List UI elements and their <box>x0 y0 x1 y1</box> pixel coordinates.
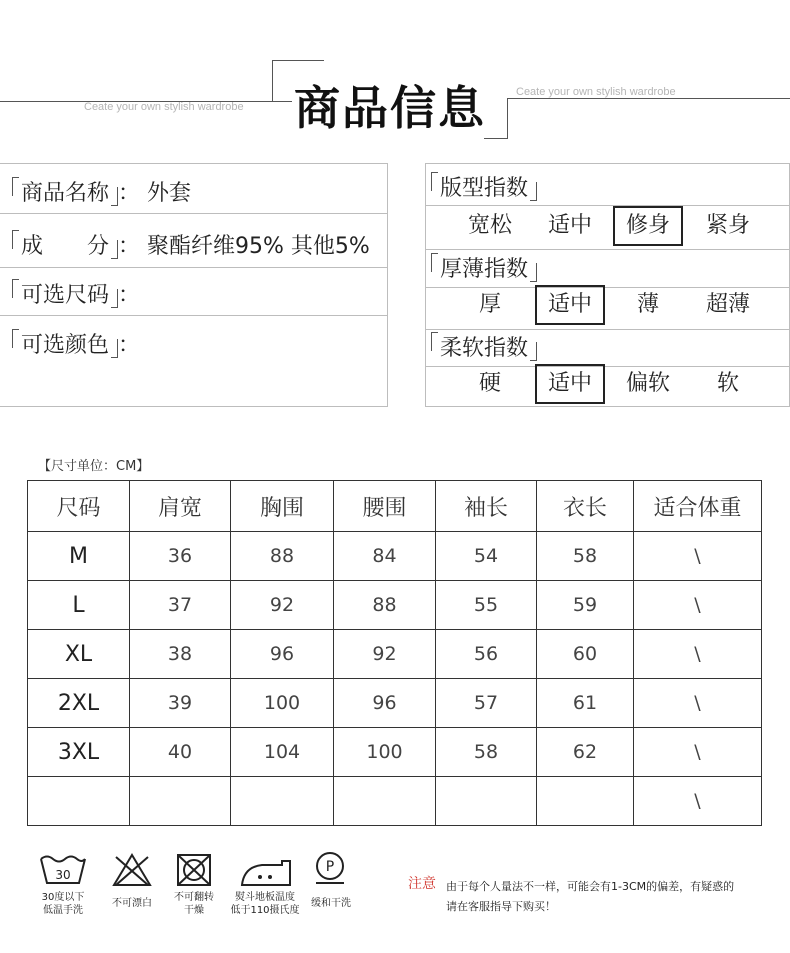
size-chart-header-cell: 衣长 <box>537 481 634 532</box>
product-name-row: 商品名称 ： 外套 <box>12 176 191 207</box>
iron-label: 熨斗地板温度 低于110摄氏度 <box>230 892 300 916</box>
product-info-panel <box>0 163 790 407</box>
size-label-cell: M <box>28 532 130 581</box>
no-bleach-icon <box>112 853 152 887</box>
size-value-cell: 100 <box>231 679 334 728</box>
size-value-cell: 38 <box>130 630 231 679</box>
dry-clean-label: 缓和干洗 <box>311 898 351 909</box>
divider <box>387 163 388 407</box>
material-label: 成 分 <box>21 234 110 259</box>
svg-text:P: P <box>325 859 335 875</box>
header-rule-right <box>507 98 790 99</box>
note-line-1: 由于每个人量法不一样，可能会有1-3CM的偏差，有疑惑的 <box>446 880 735 893</box>
size-value-cell: 57 <box>436 679 537 728</box>
size-chart-row <box>28 728 762 777</box>
divider <box>0 406 387 407</box>
available-sizes-row: 可选尺码 ： <box>12 278 140 309</box>
size-value-cell: 62 <box>537 728 634 777</box>
size-label-cell: L <box>28 581 130 630</box>
size-chart-header-cell: 胸围 <box>231 481 334 532</box>
divider <box>425 163 790 164</box>
wash-30-label: 30度以下 低温手洗 <box>41 892 85 916</box>
size-unit-label: 【尺寸单位：CM】 <box>38 459 150 474</box>
size-label-cell <box>28 777 130 826</box>
size-chart-header-cell: 腰围 <box>334 481 436 532</box>
product-name-value: 外套 <box>147 181 192 206</box>
size-chart-header-cell: 适合体重 <box>634 481 762 532</box>
thickness-option-2: 薄 <box>636 292 659 317</box>
size-chart-row <box>28 679 762 728</box>
header-frame-bottom <box>484 138 508 139</box>
size-value-cell: 59 <box>537 581 634 630</box>
size-value-cell: 40 <box>130 728 231 777</box>
divider <box>425 406 790 407</box>
size-value-cell: 100 <box>334 728 436 777</box>
tagline-right: Ceate your own stylish wardrobe <box>516 86 676 98</box>
divider <box>0 267 387 268</box>
size-value-cell: 39 <box>130 679 231 728</box>
size-value-cell: 56 <box>436 630 537 679</box>
header-frame-right <box>507 98 508 139</box>
thickness-option-0: 厚 <box>478 292 501 317</box>
header-frame-top <box>272 60 324 61</box>
size-value-cell: 92 <box>231 581 334 630</box>
divider <box>425 163 426 407</box>
size-value-cell: 58 <box>537 532 634 581</box>
divider <box>425 249 790 250</box>
wash-30-icon <box>38 851 88 887</box>
thickness-index-title <box>431 252 537 283</box>
size-chart-row <box>28 630 762 679</box>
divider <box>0 315 387 316</box>
softness-option-2: 偏软 <box>625 371 670 396</box>
size-value-cell: 58 <box>436 728 537 777</box>
softness-option-0: 硬 <box>478 371 501 396</box>
size-value-cell: 54 <box>436 532 537 581</box>
size-value-cell: 96 <box>231 630 334 679</box>
size-value-cell: 88 <box>231 532 334 581</box>
fit-option-2-selected: 修身 <box>613 206 683 246</box>
page-title: 商品信息 <box>294 81 486 135</box>
fit-option-3: 紧身 <box>705 213 750 238</box>
size-label-cell: 3XL <box>28 728 130 777</box>
size-chart-row <box>28 581 762 630</box>
divider <box>425 329 790 330</box>
size-value-cell <box>537 777 634 826</box>
size-chart-header-cell: 尺码 <box>28 481 130 532</box>
softness-option-3: 软 <box>716 371 739 396</box>
size-chart-header-cell: 肩宽 <box>130 481 231 532</box>
available-sizes-label: 可选尺码 <box>21 283 110 308</box>
material-value: 聚酯纤维95% 其他5% <box>147 234 370 259</box>
softness-option-1-selected: 适中 <box>535 364 605 404</box>
divider <box>425 205 790 206</box>
size-value-cell: 55 <box>436 581 537 630</box>
size-chart-row <box>28 532 762 581</box>
size-value-cell: 36 <box>130 532 231 581</box>
fit-index-label: 版型指数 <box>440 176 529 201</box>
size-value-cell <box>436 777 537 826</box>
size-chart-table <box>27 480 762 826</box>
fit-index-title <box>431 171 537 202</box>
size-value-cell <box>130 777 231 826</box>
size-value-cell: 61 <box>537 679 634 728</box>
size-chart-header-row <box>28 481 762 532</box>
size-label-cell: XL <box>28 630 130 679</box>
fit-option-0: 宽松 <box>467 213 512 238</box>
header-frame-left <box>272 60 273 101</box>
thickness-index-label: 厚薄指数 <box>440 257 529 282</box>
iron-icon <box>238 857 296 889</box>
no-bleach-label: 不可漂白 <box>112 898 152 909</box>
size-chart-row <box>28 777 762 826</box>
measurement-note <box>446 877 734 917</box>
available-colors-label: 可选颜色 <box>21 333 110 358</box>
size-value-cell: \ <box>634 679 762 728</box>
size-value-cell: \ <box>634 728 762 777</box>
fit-option-1: 适中 <box>547 213 592 238</box>
size-value-cell: \ <box>634 777 762 826</box>
thickness-option-3: 超薄 <box>705 292 750 317</box>
size-label-cell: 2XL <box>28 679 130 728</box>
size-value-cell <box>334 777 436 826</box>
softness-index-label: 柔软指数 <box>440 336 529 361</box>
material-row: 成 分 ： 聚酯纤维95% 其他5% <box>12 229 370 260</box>
divider <box>0 213 387 214</box>
size-value-cell: \ <box>634 630 762 679</box>
svg-text:30: 30 <box>55 868 71 882</box>
thickness-option-1-selected: 适中 <box>535 285 605 325</box>
tagline-left: Ceate your own stylish wardrobe <box>84 101 244 113</box>
size-value-cell: 37 <box>130 581 231 630</box>
note-line-2: 请在客服指导下购买！ <box>446 900 556 913</box>
product-name-label: 商品名称 <box>21 181 110 206</box>
softness-index-title <box>431 331 537 362</box>
size-value-cell: \ <box>634 581 762 630</box>
size-chart-header-cell: 袖长 <box>436 481 537 532</box>
size-value-cell: 92 <box>334 630 436 679</box>
size-value-cell: 60 <box>537 630 634 679</box>
no-tumble-dry-label: 不可翻转 干燥 <box>174 892 214 916</box>
dry-clean-p-icon <box>313 851 347 885</box>
size-value-cell <box>231 777 334 826</box>
note-heading: 注意 <box>408 876 436 892</box>
size-value-cell: \ <box>634 532 762 581</box>
divider <box>0 163 387 164</box>
size-value-cell: 96 <box>334 679 436 728</box>
available-colors-row: 可选颜色 ： <box>12 328 140 359</box>
size-value-cell: 84 <box>334 532 436 581</box>
size-value-cell: 104 <box>231 728 334 777</box>
size-value-cell: 88 <box>334 581 436 630</box>
no-tumble-dry-icon <box>176 853 212 887</box>
